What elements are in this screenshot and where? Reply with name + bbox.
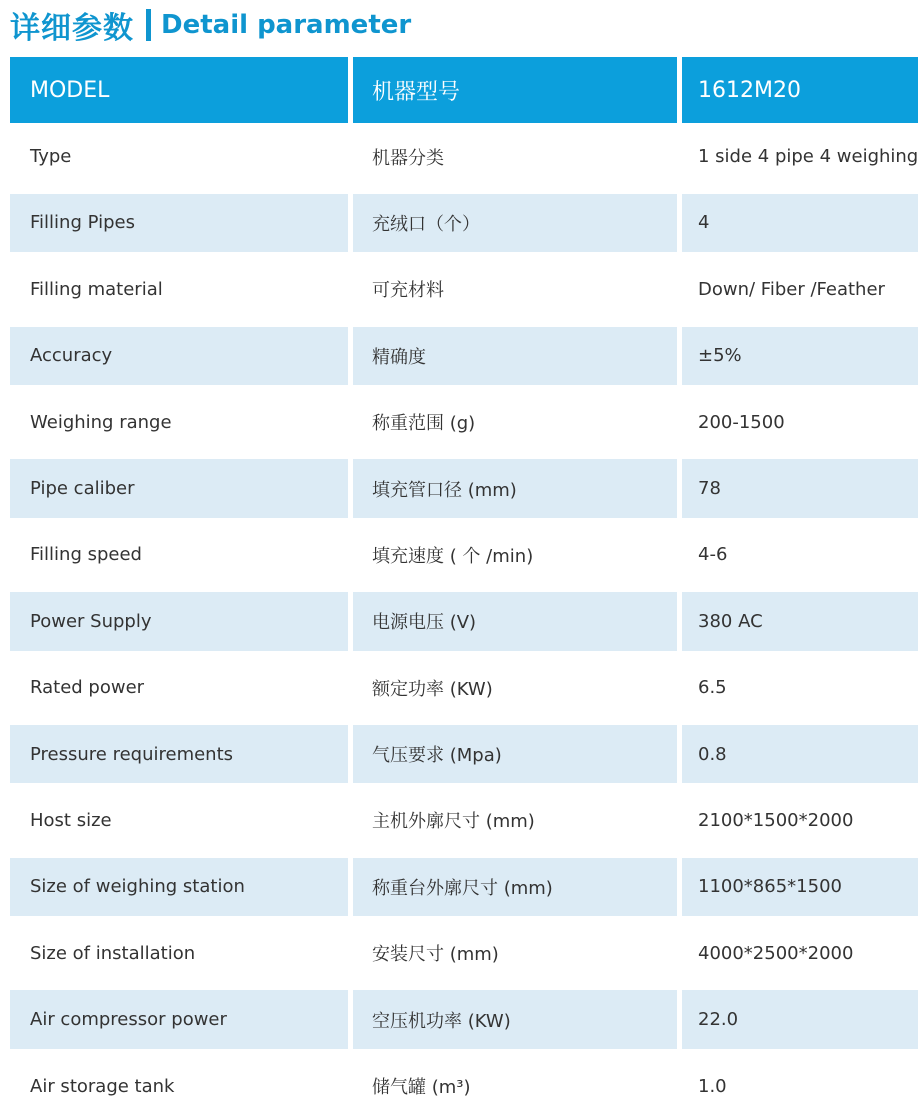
param-name-cn: 机器分类 bbox=[353, 123, 677, 189]
table-row bbox=[10, 721, 918, 787]
param-name-en: Filling speed bbox=[10, 522, 348, 588]
param-value: 0.8 bbox=[682, 725, 918, 783]
param-name-cn: 充绒口（个） bbox=[353, 194, 677, 252]
param-name-en: Pipe caliber bbox=[10, 459, 348, 517]
param-value: Down/ Fiber /Feather bbox=[682, 256, 918, 322]
param-value: 1 side 4 pipe 4 weighing bbox=[682, 123, 918, 189]
header-model-label-cn: 机器型号 bbox=[353, 57, 677, 123]
table-row bbox=[10, 389, 918, 455]
table-row bbox=[10, 920, 918, 986]
table-row bbox=[10, 854, 918, 920]
table-row bbox=[10, 522, 918, 588]
param-name-cn: 填充管口径 (mm) bbox=[353, 459, 677, 517]
title-chinese: 详细参数 bbox=[10, 11, 134, 46]
param-name-cn: 额定功率 (KW) bbox=[353, 655, 677, 721]
param-name-en: Size of weighing station bbox=[10, 858, 348, 916]
param-value: 6.5 bbox=[682, 655, 918, 721]
param-name-en: Air compressor power bbox=[10, 990, 348, 1048]
param-name-en: Filling material bbox=[10, 256, 348, 322]
param-name-en: Weighing range bbox=[10, 389, 348, 455]
param-name-en: Rated power bbox=[10, 655, 348, 721]
param-name-en: Type bbox=[10, 123, 348, 189]
param-value: 4000*2500*2000 bbox=[682, 920, 918, 986]
param-value: 1.0 bbox=[682, 1053, 918, 1119]
table-row bbox=[10, 256, 918, 322]
table-row bbox=[10, 986, 918, 1052]
parameter-table bbox=[10, 57, 918, 1119]
param-name-en: Filling Pipes bbox=[10, 194, 348, 252]
param-name-en: Pressure requirements bbox=[10, 725, 348, 783]
header-model-value: 1612M20 bbox=[682, 57, 918, 123]
param-value: 22.0 bbox=[682, 990, 918, 1048]
param-name-cn: 称重台外廓尺寸 (mm) bbox=[353, 858, 677, 916]
param-value: ±5% bbox=[682, 327, 918, 385]
title-english: Detail parameter bbox=[161, 10, 412, 40]
param-name-cn: 储气罐 (m³) bbox=[353, 1053, 677, 1119]
param-value: 4-6 bbox=[682, 522, 918, 588]
param-value: 1100*865*1500 bbox=[682, 858, 918, 916]
param-name-cn: 气压要求 (Mpa) bbox=[353, 725, 677, 783]
param-name-cn: 填充速度 ( 个 /min) bbox=[353, 522, 677, 588]
header-model-label: MODEL bbox=[10, 57, 348, 123]
param-name-en: Air storage tank bbox=[10, 1053, 348, 1119]
param-name-cn: 主机外廓尺寸 (mm) bbox=[353, 787, 677, 853]
param-name-cn: 安装尺寸 (mm) bbox=[353, 920, 677, 986]
param-value: 380 AC bbox=[682, 592, 918, 650]
table-row bbox=[10, 123, 918, 189]
table-row bbox=[10, 655, 918, 721]
param-name-en: Power Supply bbox=[10, 592, 348, 650]
table-header-row bbox=[10, 57, 918, 123]
table-row bbox=[10, 323, 918, 389]
param-name-cn: 电源电压 (V) bbox=[353, 592, 677, 650]
param-name-en: Size of installation bbox=[10, 920, 348, 986]
param-value: 2100*1500*2000 bbox=[682, 787, 918, 853]
param-name-en: Accuracy bbox=[10, 327, 348, 385]
table-row bbox=[10, 588, 918, 654]
param-name-cn: 称重范围 (g) bbox=[353, 389, 677, 455]
param-value: 200-1500 bbox=[682, 389, 918, 455]
table-row bbox=[10, 787, 918, 853]
title-divider bbox=[146, 9, 151, 41]
table-row bbox=[10, 190, 918, 256]
section-title bbox=[10, 2, 411, 48]
param-name-cn: 空压机功率 (KW) bbox=[353, 990, 677, 1048]
param-value: 4 bbox=[682, 194, 918, 252]
table-row bbox=[10, 455, 918, 521]
param-name-cn: 精确度 bbox=[353, 327, 677, 385]
param-name-cn: 可充材料 bbox=[353, 256, 677, 322]
param-value: 78 bbox=[682, 459, 918, 517]
param-name-en: Host size bbox=[10, 787, 348, 853]
table-row bbox=[10, 1053, 918, 1119]
